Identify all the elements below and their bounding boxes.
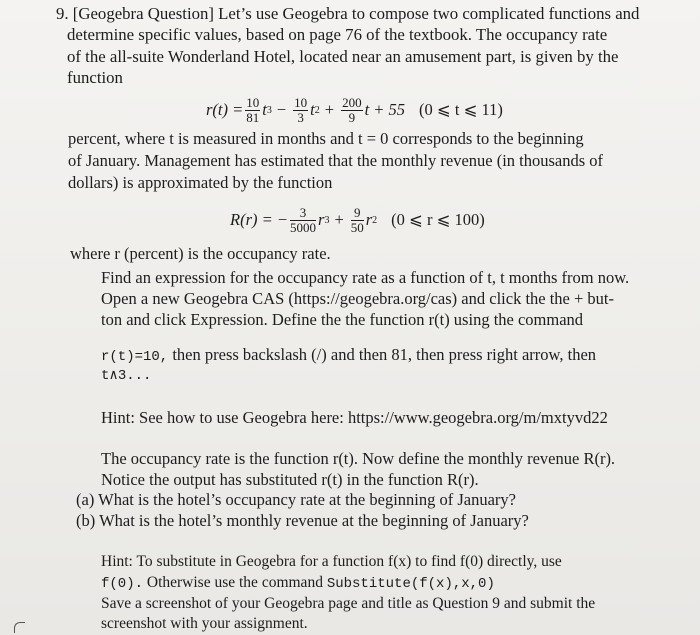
- equation-revenue: [230, 200, 485, 240]
- eq1-a-num: 10: [246, 94, 260, 110]
- page-corner-mark: [14, 622, 25, 633]
- eq2-a-den: 5000: [290, 219, 317, 235]
- question-b: (b) What is the hotel’s monthly revenue at the beginning of January?: [76, 511, 529, 530]
- eq1-a-den: 81: [246, 109, 260, 125]
- command-snippet-1: r(t)=10,: [101, 349, 169, 365]
- eq2-b-var: r: [365, 210, 373, 229]
- text-line-10: Open a new Geogebra CAS (https://geogebra.org/cas) and click the the + but-: [101, 289, 615, 308]
- eq1-lhs: r(t) =: [206, 100, 244, 119]
- text-line-22: screenshot with your assignment.: [101, 615, 308, 632]
- command-snippet-3: f(0).: [101, 576, 144, 592]
- text-line-5: percent, where t is measured in months and t = 0 corresponds to the beginning: [68, 129, 584, 148]
- eq2-a-exp: 3: [324, 214, 330, 226]
- text-line-15: The occupancy rate is the function r(t). Now define the monthly revenue R(r).: [101, 449, 616, 468]
- eq2-b-exp: 2: [372, 214, 378, 226]
- eq1-plus: +: [324, 100, 335, 119]
- command-snippet-2: t∧3...: [101, 368, 152, 384]
- eq2-b-num: 9: [354, 204, 361, 220]
- eq1-frac-c: [341, 96, 363, 125]
- eq1-b-exp: 2: [314, 104, 320, 116]
- eq2-b-den: 50: [350, 219, 364, 235]
- text-line-4: function: [67, 68, 123, 87]
- text-line-2: determine specific values, based on page 76 of the textbook. The occupancy rate: [67, 25, 608, 44]
- text-line-20: [101, 573, 495, 594]
- text-line-9: Find an expression for the occupancy rate as a function of t, t months from now.: [101, 268, 630, 287]
- eq1-b-num: 10: [294, 94, 308, 110]
- eq1-frac-a: [245, 96, 260, 125]
- eq1-frac-b: [293, 96, 308, 125]
- text-line-20-mid: Otherwise use the command: [143, 574, 327, 591]
- text-line-1: 9. [Geogebra Question] Let’s use Geogebra to compose two complicated functions and: [56, 4, 640, 23]
- eq2-domain: (0 ⩽ r ⩽ 100): [391, 210, 485, 229]
- text-line-8: where r (percent) is the occupancy rate.: [70, 244, 331, 263]
- eq2-a-num: 3: [299, 204, 307, 220]
- text-line-12: [101, 345, 596, 367]
- text-line-3: of the all-suite Wonderland Hotel, located near an amusement part, is given by the: [67, 47, 619, 66]
- eq2-frac-b: [351, 206, 364, 235]
- eq1-c-num: 200: [342, 94, 362, 110]
- eq1-b-var: t: [310, 100, 315, 119]
- equation-occupancy: [206, 90, 503, 130]
- eq1-domain: (0 ⩽ t ⩽ 11): [419, 100, 503, 119]
- eq1-c-den: 9: [348, 109, 356, 125]
- text-line-12-rest: then press backslash (/) and then 81, then press right arrow, then: [168, 345, 597, 364]
- text-line-11: ton and click Expression. Define the the function r(t) using the command: [101, 310, 584, 329]
- text-line-7: dollars) is approximated by the function: [68, 173, 333, 192]
- eq1-minus: −: [276, 100, 287, 119]
- eq1-a-exp: 3: [266, 104, 272, 116]
- text-line-21: Save a screenshot of your Geogebra page and title as Question 9 and submit the: [101, 595, 596, 612]
- text-line-6: of January. Management has estimated that the monthly revenue (in thousands of: [68, 151, 604, 170]
- eq2-plus: +: [334, 210, 344, 229]
- eq2-frac-a: [290, 206, 316, 235]
- hint-line-1: Hint: See how to use Geogebra here: https://www.geogebra.org/m/mxtyvd22: [101, 408, 608, 427]
- hint-line-2: Hint: To substitute in Geogebra for a function f(x) to find f(0) directly, use: [101, 553, 562, 570]
- eq1-c-rest: t + 55: [364, 100, 406, 119]
- text-line-16: Notice the output has substituted r(t) in the function R(r).: [101, 470, 479, 489]
- question-a: (a) What is the hotel’s occupancy rate at the beginning of January?: [76, 490, 516, 509]
- command-snippet-4: Substitute(f(x),x,0): [326, 576, 495, 592]
- eq1-b-den: 3: [297, 109, 304, 125]
- eq2-a-var: r: [318, 210, 325, 229]
- eq2-lhs: R(r) = −: [230, 210, 289, 229]
- eq1-a-var: t: [262, 100, 267, 119]
